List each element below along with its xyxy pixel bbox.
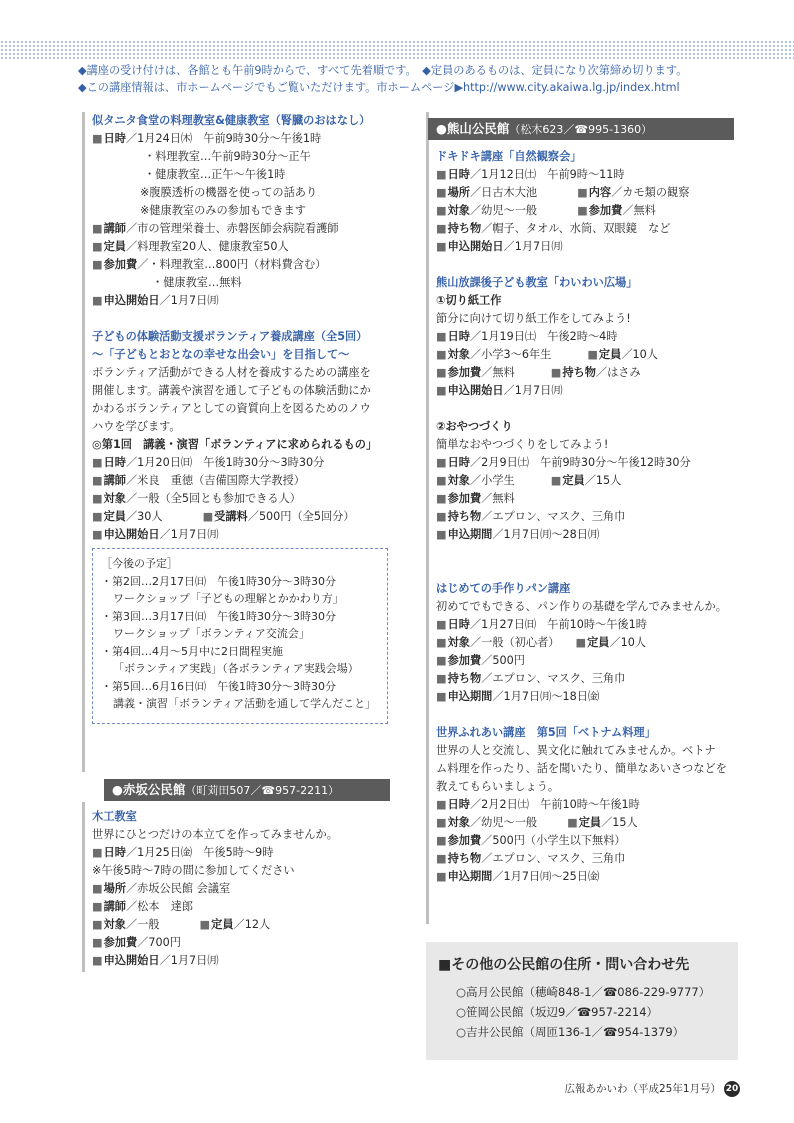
label: ■ 定員 [575, 636, 609, 649]
volunteer-subtitle: ～「子どもとおとなの幸せな出会い」を目指して～ [92, 348, 350, 361]
label: ■ 参加費 [436, 654, 481, 667]
label: ■ 日時 [92, 132, 126, 145]
label: ■ 日時 [436, 330, 470, 343]
value: ／カモ類の観察 [611, 186, 690, 199]
left-column [82, 112, 392, 544]
label: ■ 講師 [92, 474, 126, 487]
label: ■ 対象 [436, 636, 470, 649]
label: ■ 持ち物 [436, 672, 481, 685]
plan-item-detail: ワークショップ「子どもの理解とかかわり方」 [113, 592, 344, 605]
value: ／15人 [584, 474, 622, 487]
label: ■ 対象 [436, 816, 470, 829]
header-name: ●赤坂公民館 [112, 782, 186, 797]
desc: 節分に向けて切り紙工作をしてみよう! [436, 312, 631, 325]
label: ■ 場所 [436, 186, 470, 199]
value: ／エプロン、マスク、三角巾 [481, 672, 626, 685]
nature-course [426, 148, 746, 256]
plan-item-detail: 講義・演習「ボランティア活動を通して学んだこと」 [113, 697, 377, 710]
desc: 世界にひとつだけの本立てを作ってみませんか。 [92, 828, 338, 841]
note: ※腹膜透析の機器を使っての話あり [140, 186, 318, 199]
label: ■ 日時 [436, 798, 470, 811]
value: ／10人 [609, 636, 647, 649]
label: ■ 申込開始日 [92, 954, 160, 967]
label: ■ 申込期間 [436, 528, 492, 541]
value: ／700円 [137, 936, 181, 949]
volunteer-course [82, 328, 392, 544]
subcourse-title: ①切り紙工作 [436, 294, 502, 307]
label: ■ 定員 [92, 510, 126, 523]
value: ／1月7日㈪ [503, 384, 563, 397]
plan-item: ・第2回…2月17日㈰ 午後1時30分～3時30分 [101, 574, 336, 588]
notices [78, 62, 778, 96]
value: ／500円（全5回分） [247, 510, 355, 523]
value: ／一般（全5回とも参加できる人） [125, 492, 301, 505]
note: ※健康教室のみの参加もできます [140, 204, 306, 217]
value: ／赤坂公民館 会議室 [125, 882, 231, 895]
label: ■ 日時 [436, 168, 470, 181]
label: ■ 定員 [587, 348, 621, 361]
value: ／はさみ [595, 366, 641, 379]
label: ■ 参加費 [577, 204, 622, 217]
page-number: 20 [724, 1081, 740, 1097]
contact-item: ○高月公民館（穂崎848-1／☎086-229-9777） [456, 985, 711, 999]
label: ■ 参加費 [92, 936, 137, 949]
akasaka-section [82, 808, 392, 970]
label: ■ 申込開始日 [92, 528, 160, 541]
desc: 簡単なおやつづくりをしてみよう! [436, 438, 609, 451]
desc: ム料理を作ったり、話を聞いたり、簡単なあいさつなどを [436, 762, 727, 775]
value: ／500円 [481, 654, 525, 667]
value: ／一般（初心者） [469, 636, 560, 649]
value: ／1月7日㈪～18日㈮ [492, 690, 600, 703]
desc: ハウを学びます。 [92, 420, 181, 433]
cooking-title: 似タニタ食堂の料理教室&健康教室（腎臓のおはなし） [92, 114, 371, 127]
value: ／1月27日㈰ 午前10時～午後1時 [469, 618, 647, 631]
kumayama-section [426, 148, 746, 886]
label: ■ 対象 [92, 492, 126, 505]
label: ■ 申込開始日 [436, 384, 504, 397]
plan-item: ・第5回…6月16日㈰ 午後1時30分～3時30分 [101, 679, 336, 693]
detail: ・料理教室…午前9時30分～正午 [144, 150, 311, 163]
nature-title: ドキドキ講座「自然観察会」 [436, 150, 582, 163]
value: ／エプロン、マスク、三角巾 [481, 510, 626, 523]
label: ■ 場所 [92, 882, 126, 895]
value: ／1月7日㈪ [159, 528, 219, 541]
cooking-class [82, 112, 392, 310]
desc: 教えてもらいましょう。 [436, 780, 560, 793]
value: ／無料 [481, 492, 515, 505]
value: ／1月20日㈰ 午後1時30分～3時30分 [125, 456, 325, 469]
value: ／12人 [233, 918, 271, 931]
subcourse-title: ②おやつづくり [436, 420, 513, 433]
label: ■ 対象 [92, 918, 126, 931]
woodwork-title: 木工教室 [92, 810, 137, 823]
detail: ・健康教室…無料 [152, 276, 242, 289]
label: ■ 申込期間 [436, 870, 492, 883]
value: ／エプロン、マスク、三角巾 [481, 852, 626, 865]
label: ■ 申込開始日 [436, 240, 504, 253]
future-schedule-box [92, 548, 388, 724]
value: ／米良 重徳（吉備国際大学教授） [125, 474, 305, 487]
value: ／小学3～6年生 [469, 348, 552, 361]
desc: かわるボランティアとしての資質向上を図るためのノウ [92, 402, 371, 415]
label: ■ 日時 [436, 618, 470, 631]
label: ■ 参加費 [436, 366, 481, 379]
plan-item: ・第4回…4月～5月中に2日間程実施 [101, 644, 283, 658]
label: ■ 日時 [436, 456, 470, 469]
label: ■ 申込期間 [436, 690, 492, 703]
hiroba-course [426, 274, 746, 544]
bread-course [426, 580, 746, 706]
value: ／1月7日㈪ [503, 240, 563, 253]
value: ／1月19日㈯ 午後2時～4時 [469, 330, 618, 343]
label: ■ 対象 [436, 348, 470, 361]
note: ※午後5時～7時の間に参加してください [92, 864, 295, 877]
label: ■ 日時 [92, 846, 126, 859]
value: ／料理教室20人、健康教室50人 [125, 240, 289, 253]
header-address: （松木623／☎995-1360） [509, 123, 653, 136]
world-title: 世界ふれあい講座 第5回「ベトナム料理」 [436, 726, 656, 739]
value: ／2月9日㈯ 午前9時30分～午後12時30分 [469, 456, 691, 469]
label: ■ 講師 [92, 222, 126, 235]
label: ■ 参加費 [436, 492, 481, 505]
value: ／市の管理栄養士、赤磐医師会病院看護師 [125, 222, 339, 235]
label: ■ 持ち物 [551, 366, 596, 379]
first-session: ◎第1回 講義・演習「ボランティアに求められるもの」 [92, 438, 378, 451]
value: ／30人 [125, 510, 163, 523]
value: ／日古木大池 [469, 186, 538, 199]
label: ■ 参加費 [92, 258, 137, 271]
label: ■ 内容 [577, 186, 611, 199]
world-course [426, 724, 746, 886]
plan-title: ［今後の予定］ [101, 557, 178, 570]
label: ■ 日時 [92, 456, 126, 469]
label: ■ 持ち物 [436, 222, 481, 235]
value: ／1月12日㈯ 午前9時～11時 [469, 168, 625, 181]
value: ／1月7日㈪～28日㈪ [492, 528, 600, 541]
value: ／10人 [621, 348, 658, 361]
other-halls-contacts [426, 942, 738, 1060]
desc: ボランティア活動ができる人材を養成するための講座を [92, 366, 371, 379]
label: ■ 受講料 [203, 510, 248, 523]
value: ／・料理教室…800円（材料費含む） [137, 258, 327, 271]
header-dot-band [0, 40, 794, 60]
volunteer-title: 子どもの体験活動支援ボランティア養成講座（全5回） [92, 330, 368, 343]
label: ■ 持ち物 [436, 510, 481, 523]
label: ■ 対象 [436, 474, 470, 487]
kumayama-header [428, 118, 734, 140]
value: ／1月25日㈮ 午後5時～9時 [125, 846, 274, 859]
contacts-heading: ■その他の公民館の住所・問い合わせ先 [438, 957, 690, 973]
value: ／小学生 [469, 474, 515, 487]
value: ／1月7日㈪ [159, 954, 219, 967]
desc: 世界の人と交流し、異文化に触れてみませんか。ベトナ [436, 744, 716, 757]
footer-text: 広報あかいわ（平成25年1月号） [564, 1083, 721, 1095]
value: ／幼児～一般 [469, 204, 538, 217]
label: ■ 講師 [92, 900, 126, 913]
contact-item: ○吉井公民館（周匝136-1／☎954-1379） [456, 1025, 685, 1039]
value: ／500円（小学生以下無料） [481, 834, 626, 847]
value: ／1月7日㈪ [159, 294, 219, 307]
value: ／一般 [125, 918, 160, 931]
akasaka-header [104, 779, 390, 801]
value: ／幼児～一般 [469, 816, 538, 829]
value: ／1月7日㈪～25日㈮ [492, 870, 600, 883]
detail: ・健康教室…正午～午後1時 [144, 168, 286, 181]
plan-item: ・第3回…3月17日㈰ 午後1時30分～3時30分 [101, 609, 336, 623]
value: ／帽子、タオル、水筒、双眼鏡 など [481, 222, 671, 235]
header-address: （町苅田507／☎957-2211） [185, 784, 340, 797]
value: ／松本 達郎 [125, 900, 194, 913]
notice-line-2: ◆この講座情報は、市ホームページでもご覧いただけます。市ホームページ▶http://www.city.akaiwa.lg.jp/index.html [78, 81, 680, 94]
label: ■ 持ち物 [436, 852, 481, 865]
plan-item-detail: 「ボランティア実践」（各ボランティア実践会場） [113, 662, 359, 675]
notice-line-1: ◆講座の受け付けは、各館とも午前9時からで、すべて先着順です。 ◆定員のあるものは、定員になり次第締め切ります。 [78, 64, 688, 77]
value: ／1月24日㈭ 午前9時30分～午後1時 [125, 132, 322, 145]
header-name: ●熊山公民館 [436, 121, 510, 136]
desc: 開催します。講義や演習を通して子どもの体験活動にか [92, 384, 371, 397]
plan-item-detail: ワークショップ「ボランティア交流会」 [113, 627, 310, 640]
label: ■ 対象 [436, 204, 470, 217]
label: ■ 申込開始日 [92, 294, 160, 307]
value: ／2月2日㈯ 午前10時～午後1時 [469, 798, 640, 811]
footer [560, 1080, 740, 1098]
label: ■ 定員 [551, 474, 585, 487]
label: ■ 定員 [92, 240, 126, 253]
bread-title: はじめての手作りパン講座 [436, 582, 571, 595]
value: ／無料 [622, 204, 656, 217]
label: ■ 定員 [200, 918, 234, 931]
hiroba-title: 熊山放課後子ども教室「わいわい広場」 [436, 276, 638, 289]
value: ／15人 [601, 816, 638, 829]
contact-item: ○笹岡公民館（坂辺9／☎957-2214） [456, 1005, 659, 1019]
value: ／無料 [481, 366, 515, 379]
label: ■ 参加費 [436, 834, 481, 847]
desc: 初めてでもできる、パン作りの基礎を学んでみませんか。 [436, 600, 727, 613]
label: ■ 定員 [567, 816, 601, 829]
